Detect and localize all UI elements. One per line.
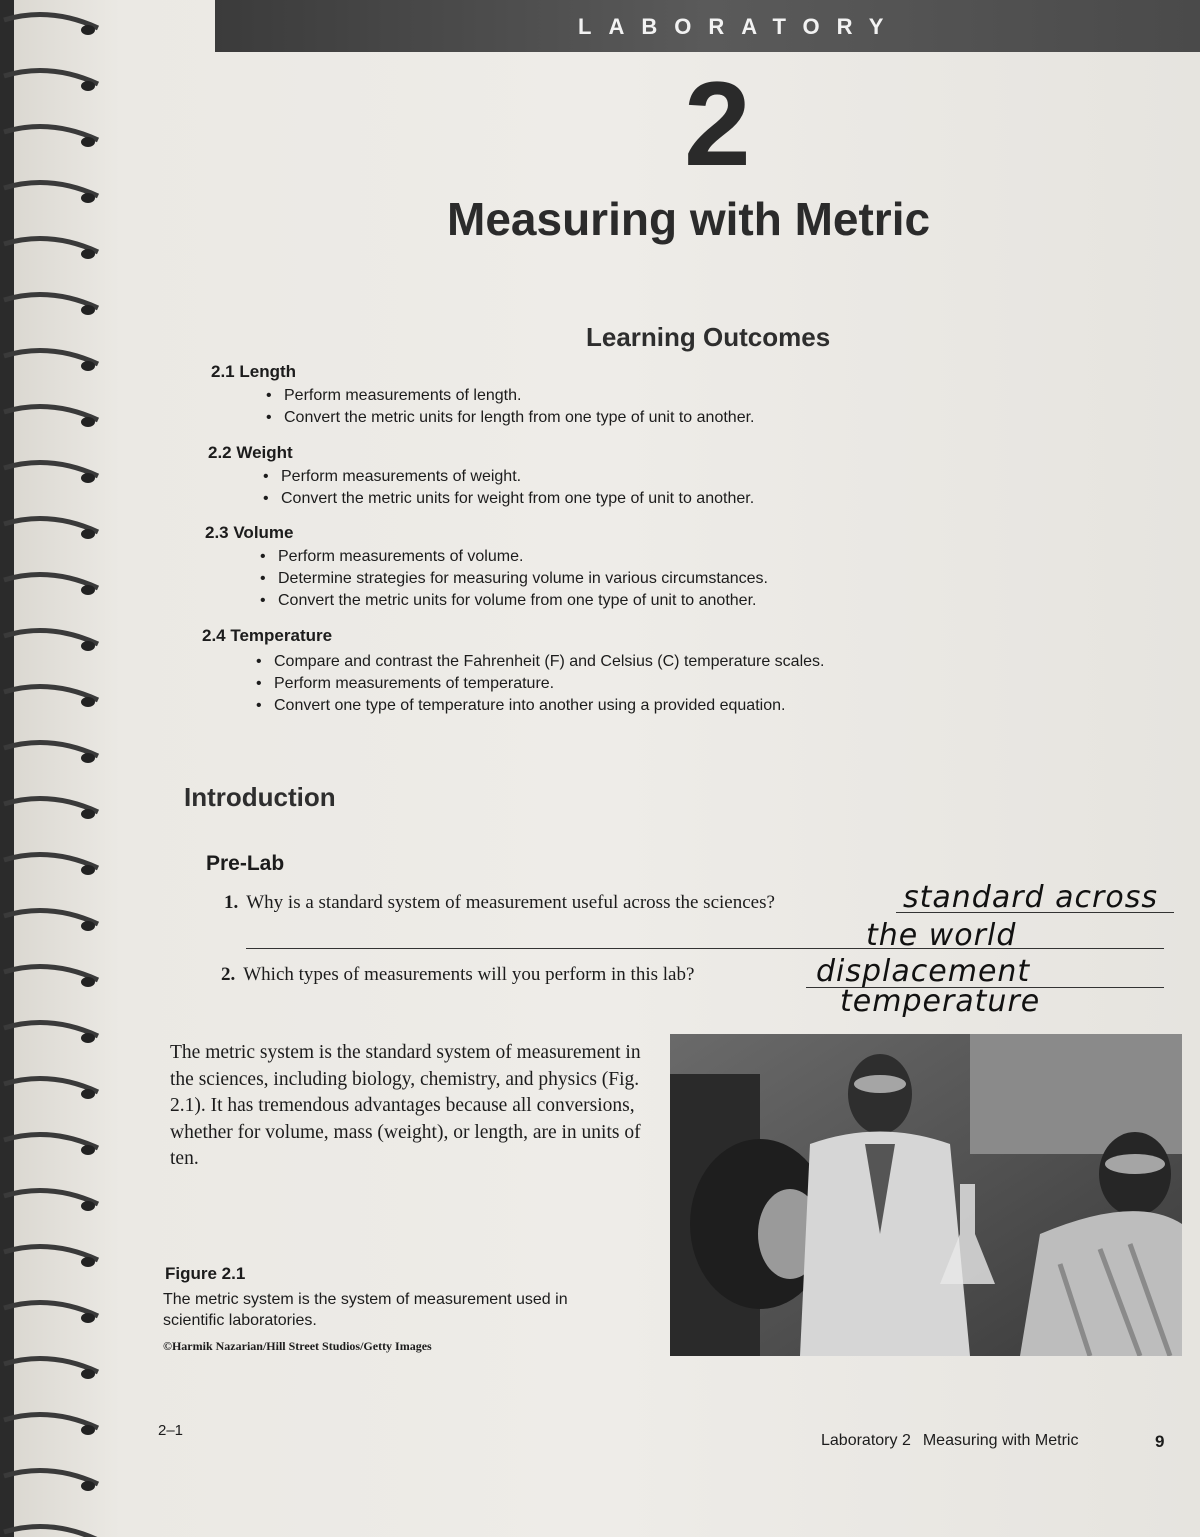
outcome-section-temperature: 2.4 Temperature bbox=[202, 626, 333, 645]
footer-page-code: 2–1 bbox=[158, 1422, 184, 1439]
binding-hole bbox=[81, 305, 95, 315]
question-text: Why is a standard system of measurement useful across the sciences? bbox=[246, 892, 775, 913]
learning-outcomes-heading: Learning Outcomes bbox=[586, 322, 831, 352]
binding-hole bbox=[81, 529, 95, 539]
question-number: 2. bbox=[221, 964, 236, 985]
binding-hole bbox=[81, 641, 95, 651]
lab-scientists-photo bbox=[670, 1034, 1182, 1356]
outcome-section-length: 2.1 Length bbox=[211, 362, 297, 381]
question-number: 1. bbox=[224, 892, 239, 913]
figure-credit: ©Harmik Nazarian/Hill Street Studios/Getty Images bbox=[163, 1339, 432, 1353]
lab-number: 2 bbox=[684, 57, 751, 191]
lab-title: Measuring with Metric bbox=[447, 193, 931, 245]
binding-hole bbox=[81, 473, 95, 483]
binding-hole bbox=[81, 1145, 95, 1155]
list-item: • Perform measurements of volume. bbox=[256, 546, 768, 568]
handwritten-answer: standard across bbox=[903, 880, 1158, 915]
figure-photo bbox=[670, 1034, 1182, 1356]
handwritten-answer: temperature bbox=[840, 984, 1041, 1019]
binding-hole bbox=[81, 1257, 95, 1267]
binding-hole bbox=[81, 1033, 95, 1043]
binding-hole bbox=[81, 81, 95, 91]
list-item: • Convert one type of temperature into another using a provided equation. bbox=[252, 695, 824, 717]
handwritten-answer: the world bbox=[866, 918, 1017, 953]
laboratory-banner bbox=[215, 0, 1200, 52]
list-item: • Perform measurements of weight. bbox=[259, 466, 754, 488]
outcome-section-weight: 2.2 Weight bbox=[208, 443, 293, 462]
outcome-list-volume bbox=[256, 546, 768, 612]
outcome-section-volume: 2.3 Volume bbox=[205, 523, 294, 542]
binding-hole bbox=[81, 1201, 95, 1211]
binding-hole bbox=[81, 1089, 95, 1099]
outcome-list-temperature bbox=[252, 651, 824, 717]
page-number: 9 bbox=[1155, 1432, 1165, 1451]
binding-coils bbox=[4, 15, 98, 1537]
binding-hole bbox=[81, 865, 95, 875]
binding-hole bbox=[81, 417, 95, 427]
question-1 bbox=[224, 892, 775, 914]
handwritten-answer: displacement bbox=[816, 954, 1031, 989]
prelab-heading: Pre-Lab bbox=[206, 852, 285, 875]
binding-hole bbox=[81, 1481, 95, 1491]
binding-hole bbox=[81, 1369, 95, 1379]
figure-caption: The metric system is the system of measurement used in scientific laboratories. bbox=[163, 1291, 568, 1329]
binding-hole bbox=[81, 249, 95, 259]
binding-hole bbox=[81, 977, 95, 987]
outcome-list-length bbox=[262, 385, 754, 429]
footer-lab-title: Measuring with Metric bbox=[922, 1432, 1079, 1449]
spiral-binding bbox=[0, 0, 110, 1537]
question-text: Which types of measurements will you perform in this lab? bbox=[243, 964, 695, 985]
list-item: • Convert the metric units for volume from one type of unit to another. bbox=[256, 590, 768, 612]
binding-hole bbox=[81, 361, 95, 371]
binding-hole bbox=[81, 753, 95, 763]
list-item: • Determine strategies for measuring volume in various circumstances. bbox=[256, 568, 768, 590]
list-item: • Convert the metric units for weight from one type of unit to another. bbox=[259, 488, 754, 510]
list-item: • Compare and contrast the Fahrenheit (F) and Celsius (C) temperature scales. bbox=[252, 651, 824, 673]
binding-hole bbox=[81, 193, 95, 203]
binding-hole bbox=[81, 697, 95, 707]
list-item: • Convert the metric units for length from one type of unit to another. bbox=[262, 407, 754, 429]
introduction-heading: Introduction bbox=[184, 782, 336, 812]
question-2 bbox=[221, 964, 694, 986]
intro-paragraph: The metric system is the standard system of measurement in the sciences, including biology, chemistry, and physics (Fig. 2.1). It has tremendous advantages because all conversions, whether for volume, mass (weight), or length, are in units of ten. bbox=[170, 1042, 641, 1169]
banner-text: LABORATORY bbox=[578, 14, 901, 39]
binding-hole bbox=[81, 25, 95, 35]
binding-hole bbox=[81, 809, 95, 819]
answer-line bbox=[246, 948, 1164, 949]
binding-hole bbox=[81, 921, 95, 931]
binding-hole bbox=[81, 1425, 95, 1435]
footer-lab-label: Laboratory 2 bbox=[821, 1432, 911, 1449]
outcome-list-weight bbox=[259, 466, 754, 510]
binding-hole bbox=[81, 585, 95, 595]
bleed-through-1 bbox=[230, 60, 235, 83]
list-item: • Perform measurements of temperature. bbox=[252, 673, 824, 695]
footer-running-title bbox=[821, 1432, 1078, 1450]
list-item: • Perform measurements of length. bbox=[262, 385, 754, 407]
binding-coil bbox=[4, 1527, 98, 1537]
figure-label: Figure 2.1 bbox=[165, 1264, 246, 1283]
binding-hole bbox=[81, 137, 95, 147]
binding-hole bbox=[81, 1313, 95, 1323]
